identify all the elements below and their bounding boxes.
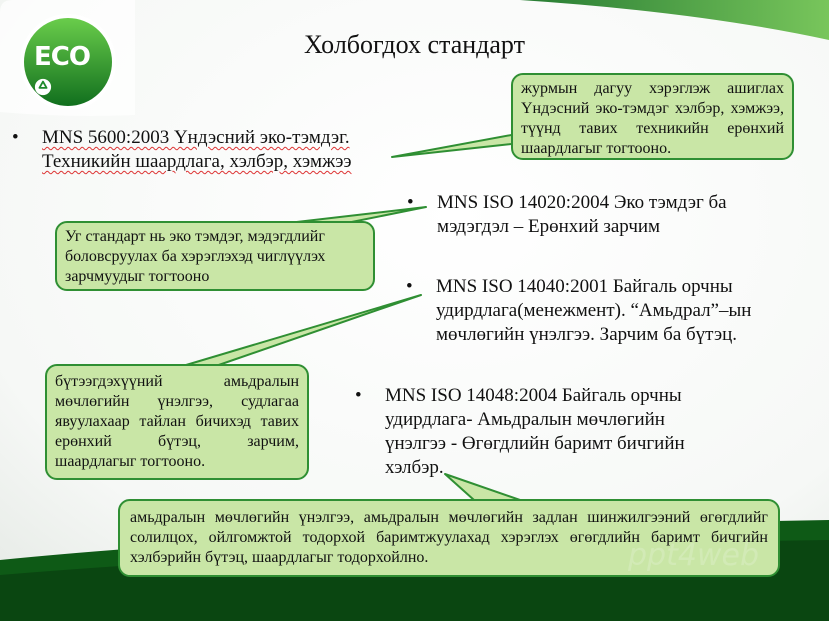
callout-box: амьдралын мөчлөгийн үнэлгээ, амьдралын мөчлөгийн задлан шинжилгээний өгөгдлийг солилцох, ойлгомжтой тодорхой баримтжуулахад хэрэглэх өгөгдлийн баримт бичгийн хэлбэрийн бүтэц, шаардлагыг тодорхойлно. (118, 499, 780, 577)
standard-item: • MNS 5600:2003 Үндэсний эко-тэмдэг. Техникийн шаардлага, хэлбэр, хэмжээ (12, 127, 352, 172)
eco-logo-text: ECO (34, 42, 94, 86)
recycle-icon (34, 78, 52, 96)
callout-box: бүтээгдэхүүний амьдралын мөчлөгийн үнэлгээ, судлагаа явуулахаар тайлан бичихэд тавих ерөнхий бүтэц, зарчим, шаардлагыг тогтооно. (45, 364, 309, 480)
callout-box: журмын дагуу хэрэглэж ашиглах Үндэсний эко-тэмдэг хэлбэр, хэмжээ, түүнд тавих техникийн ерөнхий шаардлагыг тогтооно. (511, 73, 794, 160)
bullet-icon: • (406, 276, 413, 297)
bullet-icon: • (12, 127, 19, 148)
callout-box: Уг стандарт нь эко тэмдэг, мэдэгдлийг боловсруулах ба хэрэглэхэд чиглүүлэх зарчмуудыг тогтооно (55, 221, 375, 291)
watermark: ppt4web (628, 538, 759, 573)
slide-title: Холбогдох стандарт (304, 30, 525, 59)
bullet-icon: • (407, 192, 414, 213)
bullet-icon: • (355, 385, 362, 406)
standard-item: • MNS ISO 14048:2004 Байгаль орчны удирдлага- Амьдралын мөчлөгийн үнэлгээ - Өгөгдлийн баримт бичгийн хэлбэр. (355, 385, 685, 478)
standard-item: • MNS ISO 14020:2004 Эко тэмдэг ба мэдэгдэл – Ерөнхий зарчим (407, 192, 727, 237)
standard-item: • MNS ISO 14040:2001 Байгаль орчны удирдлага(менежмент). “Амьдрал”–ын мөчлөгийн үнэлгээ. Зарчим ба бүтэц. (406, 276, 752, 345)
